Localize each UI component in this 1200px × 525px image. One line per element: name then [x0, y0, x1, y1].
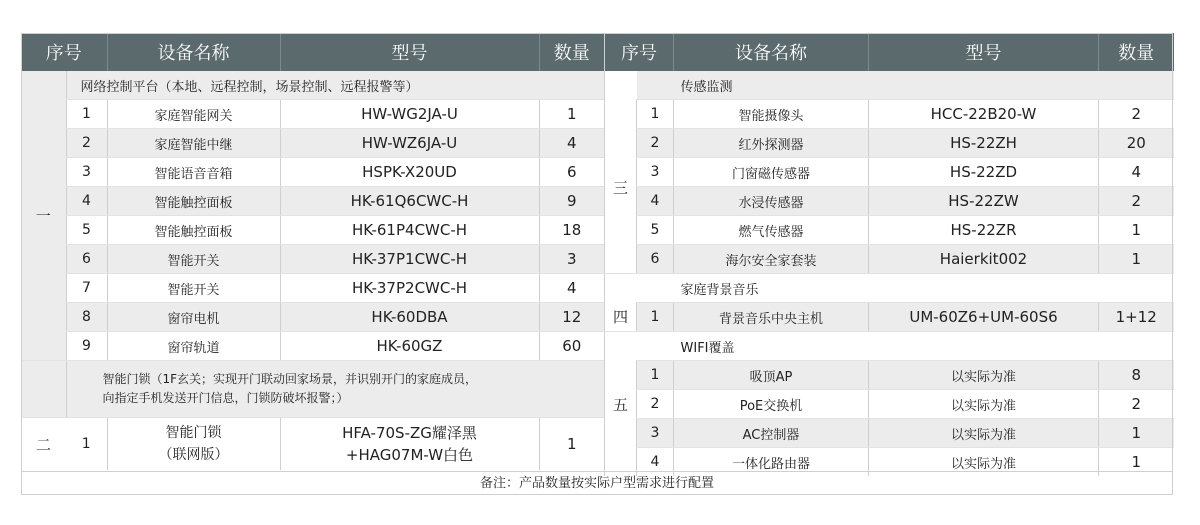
row-model: HS-22ZW [869, 187, 1099, 216]
row-no: 1 [637, 361, 674, 390]
table-row [21, 303, 604, 332]
header-name: 设备名称 [674, 33, 869, 71]
row-name: 窗帘轨道 [107, 332, 280, 361]
row-model-line2: +HAG07M-W白色 [345, 446, 474, 464]
row-no: 7 [66, 274, 107, 303]
group5-title-row [605, 332, 1174, 361]
table-row [21, 129, 604, 158]
table-row [605, 158, 1174, 187]
header-qty: 数量 [539, 33, 604, 71]
row-model: HK-37P2CWC-H [280, 274, 539, 303]
group2-title-line2: 向指定手机发送开门信息，门锁防破坏报警；） [102, 391, 349, 405]
right-table [604, 33, 1174, 476]
equipment-table [21, 33, 1173, 495]
row-name-line1: 智能门锁 [165, 425, 222, 441]
row-name: 水浸传感器 [674, 187, 869, 216]
row-name: AC控制器 [674, 419, 869, 448]
row-name: 窗帘电机 [107, 303, 280, 332]
table-row [21, 100, 604, 129]
table-row [605, 303, 1174, 332]
header-seq: 序号 [605, 33, 674, 71]
row-model: 以实际为准 [869, 419, 1099, 448]
table-row [21, 274, 604, 303]
row-name: 门窗磁传感器 [674, 158, 869, 187]
row-model: HS-22ZH [869, 129, 1099, 158]
row-name-line2: （联网版） [158, 447, 229, 463]
row-qty: 4 [539, 274, 604, 303]
row-model: HK-37P1CWC-H [280, 245, 539, 274]
row-no: 6 [637, 245, 674, 274]
row-model: HSPK-X20UD [280, 158, 539, 187]
table-row [605, 419, 1174, 448]
row-model: 以实际为准 [869, 390, 1099, 419]
row-no: 4 [66, 187, 107, 216]
header-model: 型号 [869, 33, 1099, 71]
row-name: 背景音乐中央主机 [674, 303, 869, 332]
header-name: 设备名称 [107, 33, 280, 71]
row-no: 9 [66, 332, 107, 361]
row-qty: 4 [539, 129, 604, 158]
row-model: HW-WG2JA-U [280, 100, 539, 129]
row-name: 红外探测器 [674, 129, 869, 158]
row-qty: 1 [539, 418, 604, 471]
row-no: 4 [637, 187, 674, 216]
row-qty: 6 [539, 158, 604, 187]
row-model: HK-61P4CWC-H [280, 216, 539, 245]
right-header-row [605, 33, 1174, 71]
table-row [605, 129, 1174, 158]
group3-roman: 三 [605, 71, 637, 274]
table-row [21, 187, 604, 216]
table-row [21, 332, 604, 361]
row-qty: 1 [539, 100, 604, 129]
row-no: 8 [66, 303, 107, 332]
row-name: 智能语音音箱 [107, 158, 280, 187]
table-row [605, 390, 1174, 419]
row-model: Haierkit002 [869, 245, 1099, 274]
row-name: 智能触控面板 [107, 187, 280, 216]
footer-note: 备注：产品数量按实际户型需求进行配置 [21, 471, 1173, 496]
row-name [107, 418, 280, 471]
table-row [605, 187, 1174, 216]
row-model: 以实际为准 [869, 361, 1099, 390]
row-no: 3 [637, 158, 674, 187]
group3-title: 传感监测 [637, 71, 1174, 100]
row-no: 1 [637, 303, 674, 332]
row-qty: 1+12 [1099, 303, 1174, 332]
row-model: HK-61Q6CWC-H [280, 187, 539, 216]
row-qty: 3 [539, 245, 604, 274]
row-name: 一体化路由器 [674, 448, 869, 477]
row-name: 海尔安全家套装 [674, 245, 869, 274]
row-model-line1: HFA-70S-ZG耀泽黑 [342, 424, 477, 442]
row-name: PoE交换机 [674, 390, 869, 419]
group1-roman: 一 [21, 71, 66, 361]
group4-title-row [605, 274, 1174, 303]
row-qty: 12 [539, 303, 604, 332]
row-qty: 2 [1099, 390, 1174, 419]
row-model: HK-60GZ [280, 332, 539, 361]
group2-title-row [21, 361, 604, 418]
group5-roman: 五 [612, 395, 628, 414]
row-name: 家庭智能中继 [107, 129, 280, 158]
row-qty: 9 [539, 187, 604, 216]
row-model: HW-WZ6JA-U [280, 129, 539, 158]
row-qty: 18 [539, 216, 604, 245]
row-no: 6 [66, 245, 107, 274]
table-row [605, 245, 1174, 274]
row-name: 智能触控面板 [107, 216, 280, 245]
row-qty: 1 [1099, 216, 1174, 245]
row-no: 4 [637, 448, 674, 477]
header-qty: 数量 [1099, 33, 1174, 71]
row-name: 家庭智能网关 [107, 100, 280, 129]
group4-roman: 四 [605, 274, 637, 332]
table-row [605, 361, 1174, 390]
left-header-row [21, 33, 604, 71]
group2-roman-spacer [21, 361, 66, 418]
group2-roman: 二 [35, 435, 51, 454]
header-seq: 序号 [21, 33, 107, 71]
row-model: HK-60DBA [280, 303, 539, 332]
group4-title: 家庭背景音乐 [637, 274, 1174, 303]
row-no: 2 [66, 129, 107, 158]
row-name: 智能开关 [107, 245, 280, 274]
row-qty: 60 [539, 332, 604, 361]
row-qty: 1 [1099, 419, 1174, 448]
row-no: 5 [637, 216, 674, 245]
row-no: 5 [66, 216, 107, 245]
row-name: 吸顶AP [674, 361, 869, 390]
table-row [605, 100, 1174, 129]
row-model [280, 418, 539, 471]
group5-title: WIFI覆盖 [637, 332, 1174, 361]
table-row [21, 418, 604, 471]
row-qty: 4 [1099, 158, 1174, 187]
row-no: 3 [637, 419, 674, 448]
group3-title-row [605, 71, 1174, 100]
row-name: 燃气传感器 [674, 216, 869, 245]
row-no: 1 [66, 100, 107, 129]
row-qty: 20 [1099, 129, 1174, 158]
row-qty: 2 [1099, 187, 1174, 216]
left-table [21, 33, 604, 470]
group2-title-line1: 智能门锁（1F玄关；实现开门联动回家场景，并识别开门的家庭成员， [102, 372, 478, 386]
row-qty: 2 [1099, 100, 1174, 129]
group2-title [66, 361, 604, 418]
row-model: UM-60Z6+UM-60S6 [869, 303, 1099, 332]
row-no: 2 [637, 390, 674, 419]
row-no: 1 [637, 100, 674, 129]
row-model: HS-22ZD [869, 158, 1099, 187]
row-name: 智能摄像头 [674, 100, 869, 129]
group1-title-row [21, 71, 604, 100]
table-row [605, 216, 1174, 245]
row-no: 2 [637, 129, 674, 158]
table-row [21, 158, 604, 187]
row-model: 以实际为准 [869, 448, 1099, 477]
row-qty: 1 [1099, 245, 1174, 274]
row-qty: 1 [1099, 448, 1174, 477]
table-row [21, 216, 604, 245]
row-no: 1 [81, 436, 91, 452]
row-model: HCC-22B20-W [869, 100, 1099, 129]
row-model: HS-22ZR [869, 216, 1099, 245]
header-model: 型号 [280, 33, 539, 71]
row-qty: 8 [1099, 361, 1174, 390]
row-name: 智能开关 [107, 274, 280, 303]
table-row [21, 245, 604, 274]
row-no: 3 [66, 158, 107, 187]
group1-title: 网络控制平台（本地、远程控制，场景控制、远程报警等） [66, 71, 604, 100]
